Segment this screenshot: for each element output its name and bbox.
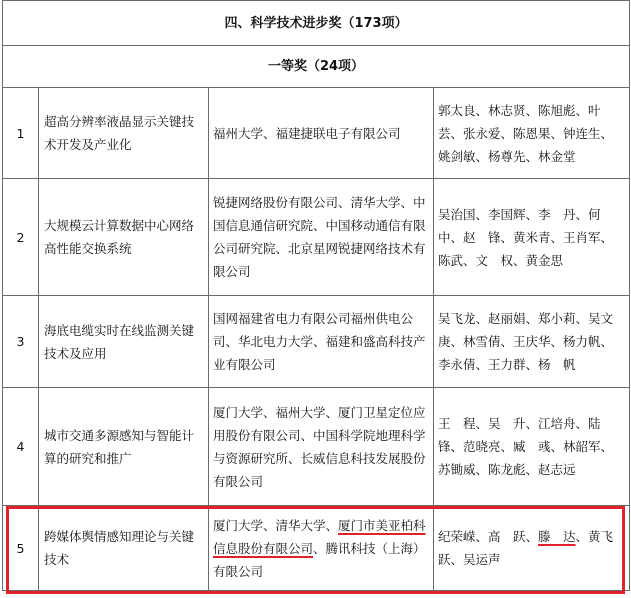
award-table — [2, 0, 630, 591]
units: 厦门大学、福州大学、厦门卫星定位应用股份有限公司、中国科学院地理科学与资源研究所、长威信息科技发展股份有限公司 — [209, 388, 434, 506]
row-number: 3 — [3, 296, 39, 388]
section-title: 四、科学技术进步奖（173项） — [3, 1, 630, 46]
project-name: 海底电缆实时在线监测关键技术及应用 — [39, 296, 209, 388]
people-part: 纪荣嵘、高 跃、 — [438, 529, 539, 544]
table-row-highlighted — [3, 506, 630, 591]
table-row — [3, 179, 630, 296]
people: 王 程、吴 升、江培舟、陆 锋、范晓亮、臧 彧、林韶军、苏锄威、陈龙彪、赵志远 — [434, 388, 630, 506]
units — [209, 506, 434, 591]
units: 国网福建省电力有限公司福州供电公司、华北电力大学、福建和盛高科技产业有限公司 — [209, 296, 434, 388]
underlined-unit: 厦门市美亚柏科信息股份有限公司 — [213, 517, 426, 556]
table-row — [3, 296, 630, 388]
people: 吴飞龙、赵丽娟、郑小莉、吴文庚、林雪倩、王庆华、杨力帆、李永倩、王力群、杨 帆 — [434, 296, 630, 388]
units-part: 厦门大学、清华大学、 — [213, 517, 339, 533]
subsection-title: 一等奖（24项） — [3, 46, 630, 88]
people: 郭太良、林志贤、陈旭彪、叶芸、张永爱、陈恩果、钟连生、姚剑敏、杨尊先、林金堂 — [434, 88, 630, 179]
project-name: 大规模云计算数据中心网络高性能交换系统 — [39, 179, 209, 296]
underlined-person: 滕 达 — [538, 529, 576, 544]
people: 吴治国、李国辉、李 丹、何中、赵 锋、黄米青、王肖军、陈武、文 权、黄金思 — [434, 179, 630, 296]
row-number: 5 — [3, 506, 39, 591]
units: 福州大学、福建捷联电子有限公司 — [209, 88, 434, 179]
project-name: 跨媒体舆情感知理论与关键技术 — [39, 506, 209, 591]
table-row — [3, 88, 630, 179]
subsection-header-row — [3, 46, 630, 88]
people — [434, 506, 630, 591]
section-header-row — [3, 1, 630, 46]
row-number: 1 — [3, 88, 39, 179]
table-row — [3, 388, 630, 506]
people-part: 、黄飞跃、吴运声 — [438, 529, 614, 567]
project-name: 超高分辨率液晶显示关键技术开发及产业化 — [39, 88, 209, 179]
units: 锐捷网络股份有限公司、清华大学、中国信息通信研究院、中国移动通信有限公司研究院、北京星网锐捷网络技术有限公司 — [209, 179, 434, 296]
units-part: 、腾讯科技（上海）有限公司 — [213, 540, 426, 579]
row-number: 2 — [3, 179, 39, 296]
project-name: 城市交通多源感知与智能计算的研究和推广 — [39, 388, 209, 506]
row-number: 4 — [3, 388, 39, 506]
